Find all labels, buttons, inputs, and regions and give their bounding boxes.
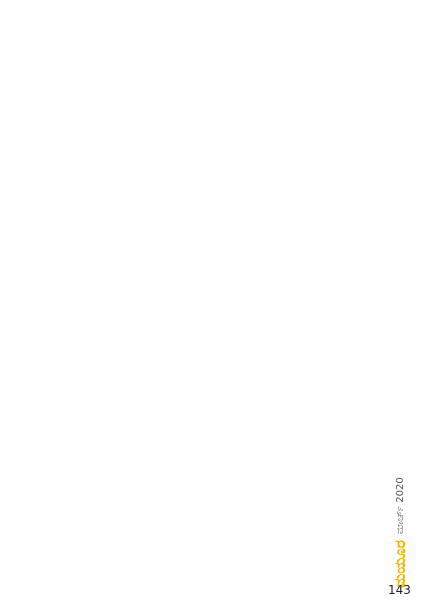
magazine-side-label xyxy=(388,468,412,588)
magazine-brand: ಮಯೂರ xyxy=(391,540,409,588)
page-number: 143 xyxy=(388,583,411,597)
article-body xyxy=(44,64,374,572)
issue-date: ಮಾರ್ಚ್ 2020 xyxy=(394,477,406,535)
